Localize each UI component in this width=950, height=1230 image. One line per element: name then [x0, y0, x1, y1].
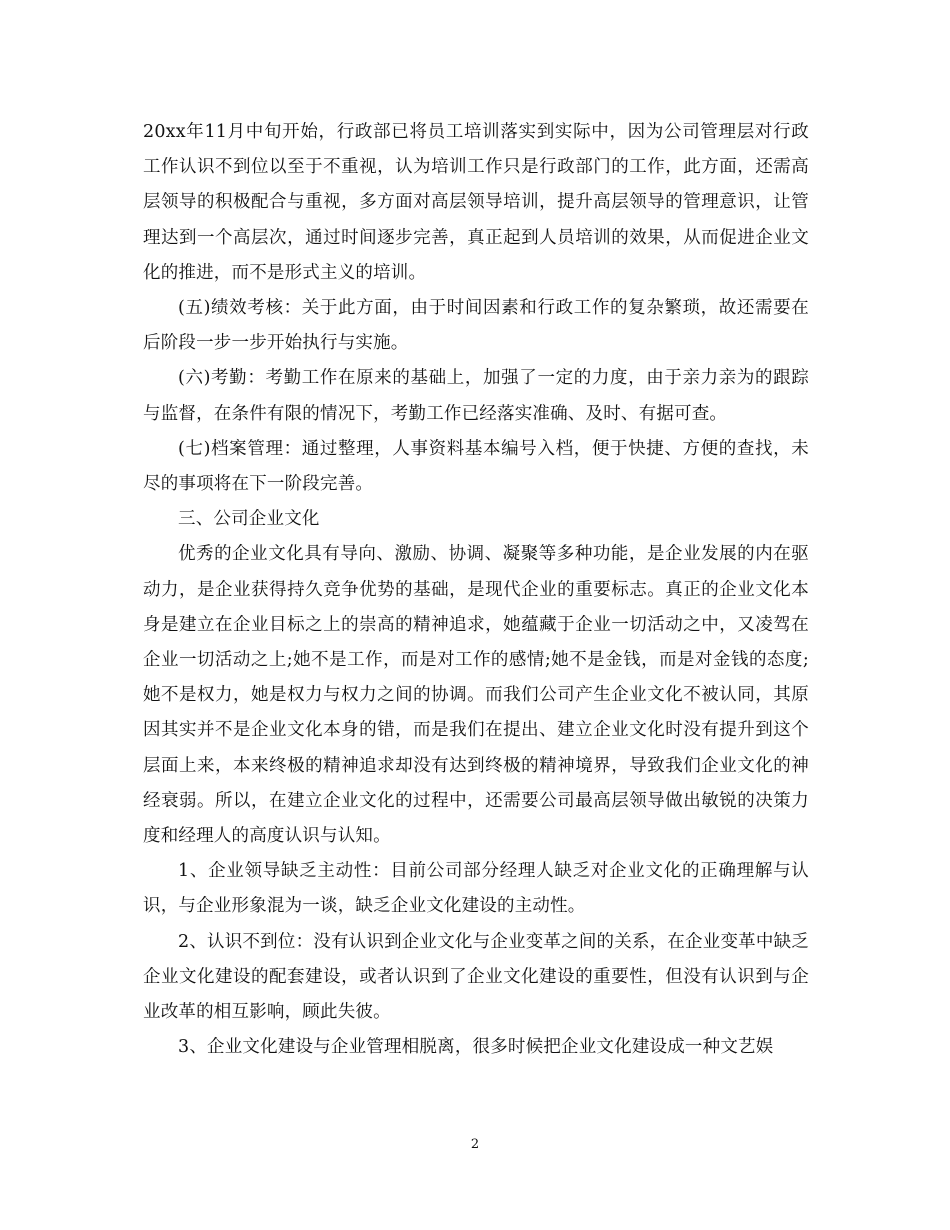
- paragraph-culture-overview: 优秀的企业文化具有导向、激励、协调、凝聚等多种功能，是企业发展的内在驱动力，是企业获得持久竞争优势的基础，是现代企业的重要标志。真正的企业文化本身是建立在企业目标之上的崇高的精神追求，她蕴藏于企业一切活动之中，又凌驾在企业一切活动之上;她不是工作，而是对工作的感情;她不是金钱，而是对金钱的态度;她不是权力，她是权力与权力之间的协调。而我们公司产生企业文化不被认同，其原因其实并不是企业文化本身的错，而是我们在提出、建立企业文化时没有提升到这个层面上来，本来终极的精神追求却没有达到终极的精神境界，导致我们企业文化的神经衰弱。所以，在建立企业文化的过程中，还需要公司最高层领导做出敏锐的决策力度和经理人的高度认识与认知。: [143, 544, 809, 847]
- page-number: 2: [470, 1137, 480, 1152]
- paragraph-point-3: 3、企业文化建设与企业管理相脱离，很多时候把企业文化建设成一种文艺娱: [178, 1037, 774, 1058]
- section-heading-corporate-culture: 三、公司企业文化: [178, 509, 320, 530]
- paragraph-attendance: (六)考勤：考勤工作在原来的基础上，加强了一定的力度，由于亲力亲为的跟踪与监督，在条件有限的情况下，考勤工作已经落实准确、及时、有据可查。: [143, 368, 809, 424]
- paragraph-archive-management: (七)档案管理：通过整理，人事资料基本编号入档，便于快捷、方便的查找，未尽的事项将在下一阶段完善。: [143, 438, 809, 495]
- paragraph-training: 20xx年11月中旬开始，行政部已将员工培训落实到实际中，因为公司管理层对行政工作认识不到位以至于不重视，认为培训工作只是行政部门的工作，此方面，还需高层领导的积极配合与重视，多方面对高层领导培训，提升高层领导的管理意识，让管理达到一个高层次，通过时间逐步完善，真正起到人员培训的效果，从而促进企业文化的推进，而不是形式主义的培训。: [143, 122, 809, 283]
- paragraph-point-2: 2、认识不到位：没有认识到企业文化与企业变革之间的关系，在企业变革中缺乏企业文化建设的配套建设，或者认识到了企业文化建设的重要性，但没有认识到与企业改革的相互影响，顾此失彼。: [143, 931, 809, 1023]
- paragraph-point-1: 1、企业领导缺乏主动性：目前公司部分经理人缺乏对企业文化的正确理解与认识，与企业形象混为一谈，缺乏企业文化建设的主动性。: [143, 861, 809, 917]
- paragraph-performance-review: (五)绩效考核：关于此方面，由于时间因素和行政工作的复杂繁琐，故还需要在后阶段一步一步开始执行与实施。: [143, 298, 809, 354]
- document-body: [143, 115, 809, 1065]
